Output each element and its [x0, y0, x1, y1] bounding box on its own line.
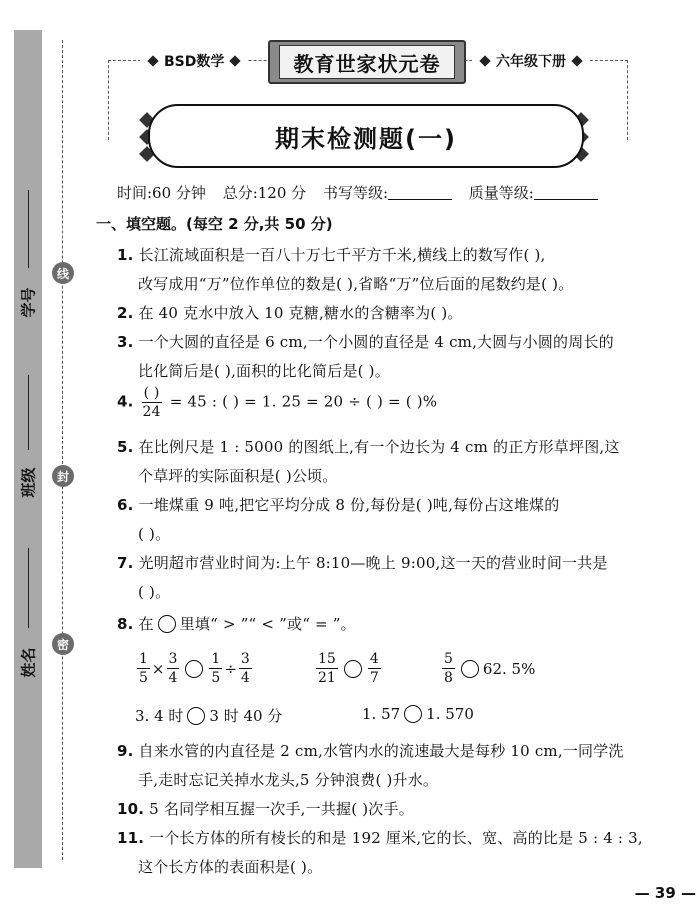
time-info: 时间:60 分钟: [117, 184, 206, 202]
q8-line1: 8. 在 里填“ > ”“ < ”或“ = ”。: [117, 614, 356, 633]
exam-title: 期末检测题(一): [148, 104, 584, 168]
q3-line1: 3. 一个大圆的直径是 6 cm,一个小圆的直径是 4 cm,大圆与小圆的周长的: [117, 333, 614, 351]
brand-scroll: [268, 40, 466, 84]
q5-line1: 5. 在比例尺是 1 : 5000 的图纸上,有一个边长为 4 cm 的正方形草坪图,这: [117, 438, 620, 456]
grade-tag: 六年级下册: [472, 51, 590, 71]
label-banji: 班级: [19, 466, 38, 498]
seal-xian: 线: [52, 262, 74, 284]
exam-info: [117, 182, 610, 203]
compare-circle-icon[interactable]: [344, 660, 362, 678]
section-title: 一、填空题。(每空 2 分,共 50 分): [96, 215, 333, 233]
label-xingming: 姓名: [19, 646, 38, 678]
q11-line1: 11. 一个长方体的所有棱长的和是 192 厘米,它的长、宽、高的比是 5 : 4 : 3,: [117, 829, 643, 847]
q8-compare-a: $\frac{1}{5}$ × $\frac{3}{4}$ $\frac{1}{5}$ ÷ $\frac{3}{4}$: [139, 651, 250, 686]
q3-line2: 比化简后是( ),面积的比化简后是( )。: [138, 362, 390, 380]
q2-line1: 2. 在 40 克水中放入 10 克糖,糖水的含糖率为( )。: [117, 304, 463, 322]
q8-compare-c: $\frac{5}{8}$ 62. 5%: [444, 651, 536, 686]
compare-circle-icon[interactable]: [404, 705, 422, 723]
compare-circle-icon[interactable]: [185, 660, 203, 678]
q4-fraction: $\frac{( )}{24}$: [142, 385, 161, 420]
quality-grade: 质量等级:: [469, 184, 598, 202]
q8-compare-e: 1. 57 1. 570: [362, 705, 474, 723]
compare-circle-icon[interactable]: [461, 660, 479, 678]
q7-line1: 7. 光明超市营业时间为:上午 8:10—晚上 9:00,这一天的营业时间一共是: [117, 554, 608, 572]
writing-grade: 书写等级:: [323, 184, 452, 202]
q9-line1: 9. 自来水管的内直径是 2 cm,水管内水的流速最大是每秒 10 cm,一同学洗: [117, 742, 624, 760]
q11-line2: 这个长方体的表面积是( )。: [138, 858, 323, 876]
subject-tag: BSD数学: [140, 51, 248, 71]
q1-line2: 改写成用“万”位作单位的数是( ),省略“万”位后面的尾数约是( )。: [138, 275, 574, 293]
q9-line2: 手,走时忘记关掉水龙头,5 分钟浪费( )升水。: [138, 771, 439, 789]
seal-feng: 封: [52, 465, 74, 487]
compare-circle-icon[interactable]: [187, 707, 205, 725]
q8-compare-b: $\frac{15}{21}$ $\frac{4}{7}$: [318, 651, 379, 686]
q1-line1: 1. 长江流域面积是一百八十万七千平方千米,横线上的数写作( ),: [117, 246, 546, 264]
q4-line: 4. $\frac{( )}{24}$ = 45 : ( ) = 1. 25 = 20 ÷ ( ) = ( )%: [117, 385, 438, 420]
q6-line2: ( )。: [138, 525, 171, 543]
compare-circle-icon: [158, 615, 176, 633]
banji-line: [28, 375, 29, 450]
xuehao-line: [28, 190, 29, 268]
q6-line1: 6. 一堆煤重 9 吨,把它平均分成 8 份,每份是( )吨,每份占这堆煤的: [117, 496, 560, 514]
score-info: 总分:120 分: [222, 184, 307, 202]
page-number: — 39 —: [634, 884, 696, 902]
label-xuehao: 学号: [19, 286, 38, 318]
q8-compare-d: 3. 4 时 3 时 40 分: [135, 707, 283, 725]
q10-line1: 10. 5 名同学相互握一次手,一共握( )次手。: [117, 800, 414, 818]
seal-mi: 密: [52, 633, 74, 655]
q7-line2: ( )。: [138, 583, 171, 601]
cut-line: [62, 40, 63, 860]
q5-line2: 个草坪的实际面积是( )公顷。: [138, 467, 338, 485]
xingming-line: [28, 548, 29, 628]
brand-title: 教育世家状元卷: [279, 45, 455, 79]
